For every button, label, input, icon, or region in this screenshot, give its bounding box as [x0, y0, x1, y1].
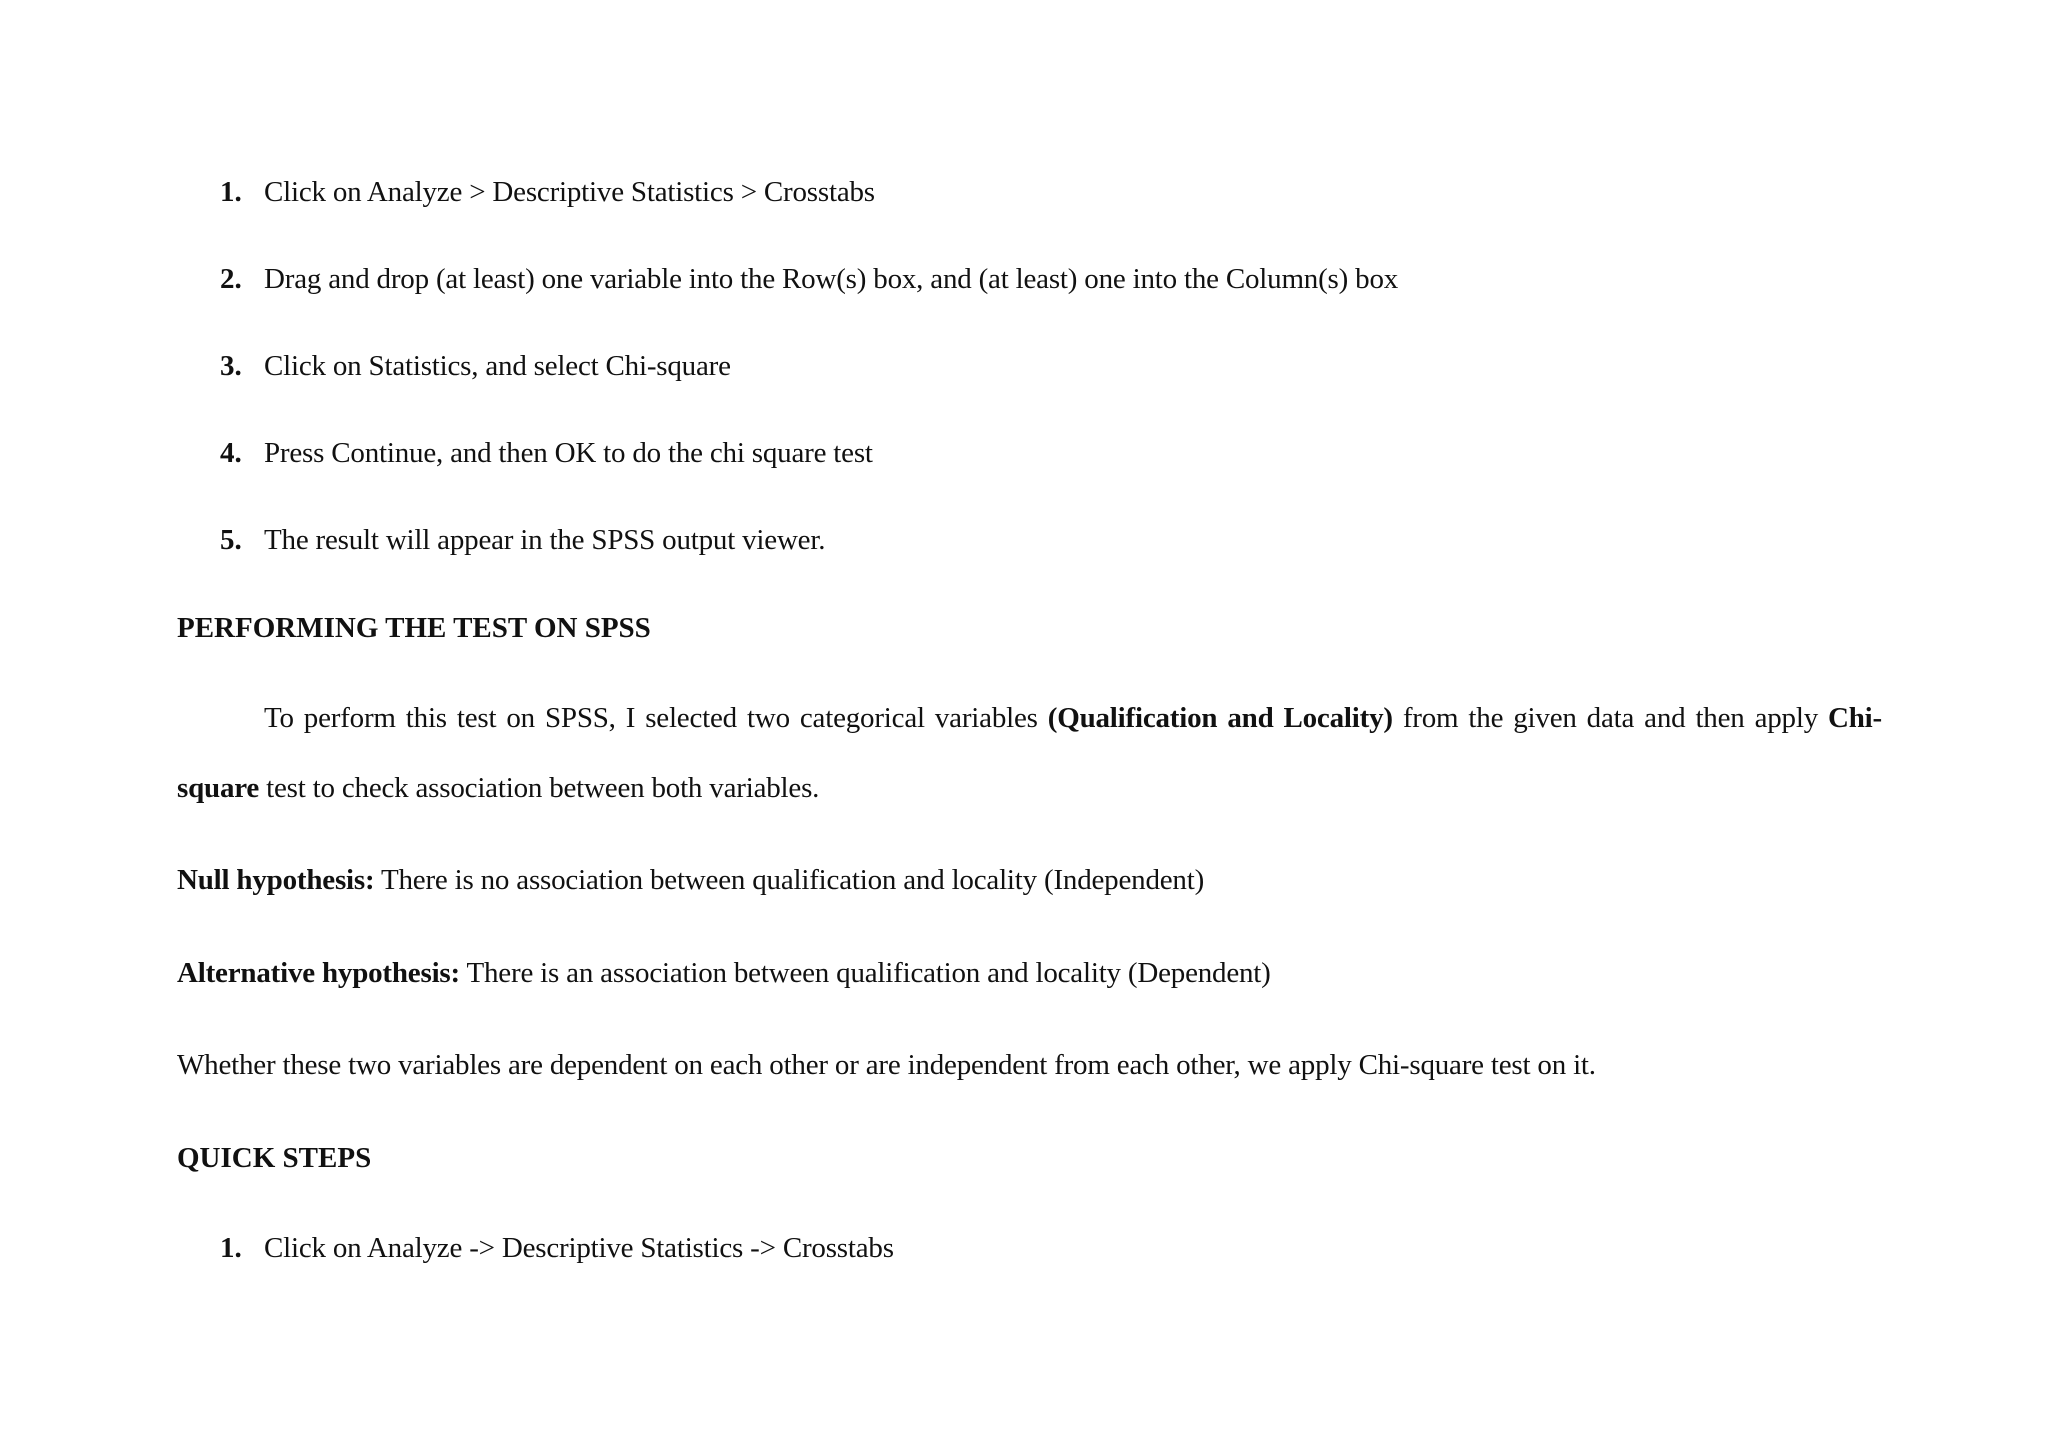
paragraph-text: To perform this test on SPSS, I selected two categorical variables: [264, 702, 1048, 734]
alt-hypothesis-label: Alternative hypothesis:: [177, 957, 460, 989]
step-text: Press Continue, and then OK to do the chi square test: [264, 437, 873, 469]
paragraph-bold-variables: (Qualification and Locality): [1047, 702, 1393, 734]
null-hypothesis-text: There is no association between qualification and locality (Independent): [374, 864, 1205, 896]
paragraph-line-2: [177, 770, 819, 806]
null-hypothesis-label: Null hypothesis:: [177, 864, 375, 896]
step-number: 2.: [220, 263, 242, 295]
step-text: Click on Analyze > Descriptive Statistics > Crosstabs: [264, 176, 875, 208]
step-number: 4.: [220, 437, 242, 469]
step-text: The result will appear in the SPSS output viewer.: [264, 524, 826, 556]
paragraph-line-1: [264, 700, 1882, 736]
whether-sentence: Whether these two variables are dependent on each other or are independent from each other, we apply Chi-square test on it.: [177, 1049, 1596, 1081]
section-heading-quick-steps: QUICK STEPS: [177, 1142, 372, 1174]
paragraph-bold-square: square: [177, 772, 260, 804]
paragraph-text: from the given data and then apply: [1392, 702, 1829, 734]
null-hypothesis: [177, 862, 1204, 898]
step-text: Click on Statistics, and select Chi-square: [264, 350, 731, 382]
alternative-hypothesis: [177, 955, 1271, 991]
paragraph-bold-chi: Chi-: [1828, 702, 1883, 734]
step-number: 3.: [220, 350, 242, 382]
quick-step-text: Click on Analyze -> Descriptive Statistics -> Crosstabs: [264, 1232, 894, 1264]
quick-step-number: 1.: [220, 1232, 242, 1264]
step-number: 1.: [220, 176, 242, 208]
step-text: Drag and drop (at least) one variable into the Row(s) box, and (at least) one into the Column(s) box: [264, 263, 1399, 295]
step-number: 5.: [220, 524, 242, 556]
paragraph-text: test to check association between both variables.: [259, 772, 820, 804]
alt-hypothesis-text: There is an association between qualification and locality (Dependent): [459, 957, 1271, 989]
section-heading-performing: PERFORMING THE TEST ON SPSS: [177, 612, 651, 644]
